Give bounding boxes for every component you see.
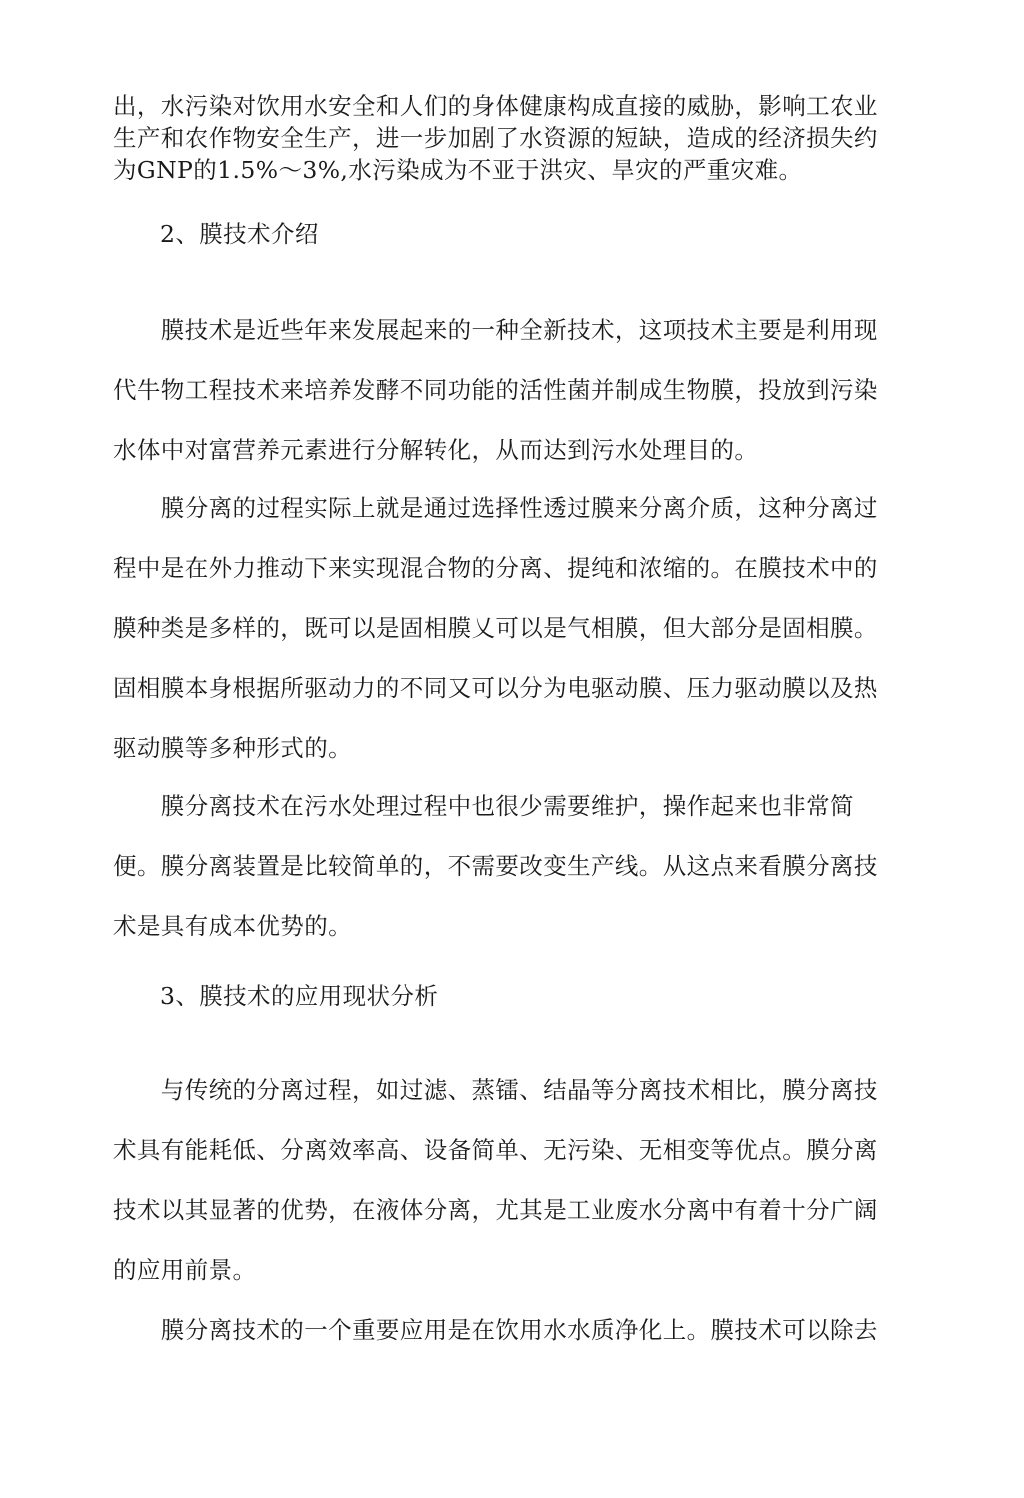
text-line: 出，水污染对饮用水安全和人们的身体健康构成直接的威胁，影响工农业 — [113, 92, 878, 120]
paragraph-membrane-intro — [113, 300, 913, 480]
text-line: 术具有能耗低、分离效率高、设备简单、无污染、无相变等优点。膜分离 — [113, 1136, 878, 1164]
paragraph-advantages — [113, 1060, 913, 1300]
text-line: 固相膜本身根据所驱动力的不同又可以分为电驱动膜、压力驱动膜以及热 — [113, 674, 878, 702]
paragraph-membrane-separation — [113, 478, 913, 778]
text-line: 膜分离技术在污水处理过程中也很少需要维护，操作起来也非常简 — [113, 792, 854, 820]
text-line: 膜分离的过程实际上就是通过选择性透过膜来分离介质，这种分离过 — [113, 494, 878, 522]
section-heading-2: 2、膜技术介绍 — [160, 220, 319, 248]
text-line: 便。膜分离装置是比较简单的，不需要改变生产线。从这点来看膜分离技 — [113, 852, 878, 880]
text-line: 膜分离技术的一个重要应用是在饮用水水质净化上。膜技术可以除去 — [113, 1316, 878, 1344]
text-line: 的应用前景。 — [113, 1256, 257, 1284]
text-line: 程中是在外力推动下来实现混合物的分离、提纯和浓缩的。在膜技术中的 — [113, 554, 878, 582]
text-line: 代牛物工程技术来培养发酵不同功能的活性菌并制成生物膜，投放到污染 — [113, 376, 878, 404]
text-line: 膜种类是多样的，既可以是固相膜乂可以是气相膜，但大部分是固相膜。 — [113, 614, 878, 642]
text-line: 膜技术是近些年来发展起来的一种全新技术，这项技术主要是利用现 — [113, 316, 878, 344]
section-heading-3: 3、膜技术的应用现状分析 — [160, 982, 439, 1010]
text-line: 水体中对富营养元素进行分解转化，从而达到污水处理目的。 — [113, 436, 759, 464]
paragraph-maintenance — [113, 776, 913, 956]
text-line: 术是具有成本优势的。 — [113, 912, 352, 940]
text-line: 生产和农作物安全生产，进一步加剧了水资源的短缺，造成的经济损失约 — [113, 124, 878, 152]
text-line: 驱动膜等多种形式的。 — [113, 734, 352, 762]
text-line: 为GNP的1.5%～3%,水污染成为不亚于洪灾、旱灾的严重灾难。 — [113, 156, 803, 184]
paragraph-drinking-water — [113, 1300, 913, 1360]
text-line: 与传统的分离过程，如过滤、蒸镭、结晶等分离技术相比，膜分离技 — [113, 1076, 878, 1104]
text-line: 技术以其显著的优势，在液体分离，尤其是工业废水分离中有着十分广阔 — [113, 1196, 878, 1224]
paragraph-intro — [113, 90, 913, 186]
